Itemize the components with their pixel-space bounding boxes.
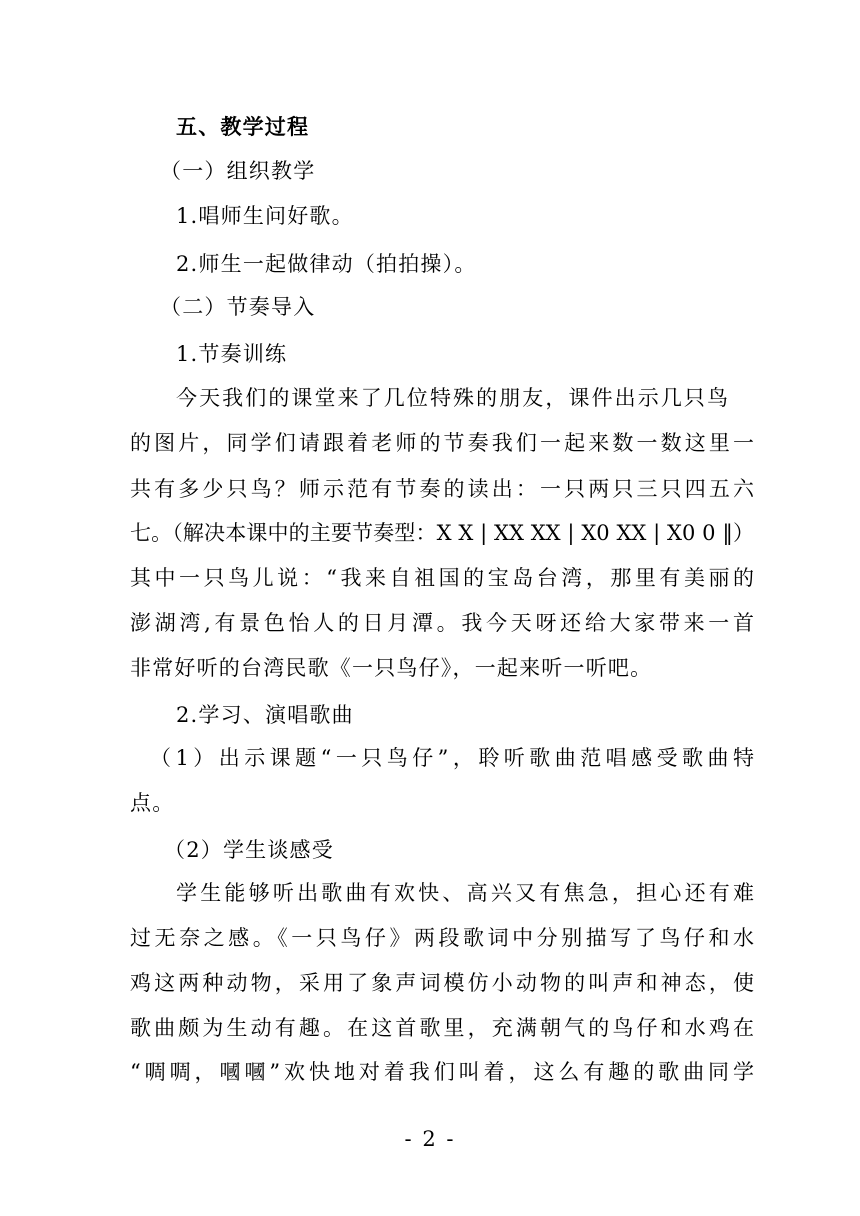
paragraph-line: 过无奈之感。《一只鸟仔》两段歌词中分别描写了鸟仔和水 xyxy=(130,926,754,950)
paragraph-line: 鸡这两种动物，采用了象声词模仿小动物的叫声和神态，使 xyxy=(130,971,754,995)
paragraph-line: 其中一只鸟儿说：“我来自祖国的宝岛台湾，那里有美丽的 xyxy=(130,566,754,590)
paragraph-line: 的图片，同学们请跟着老师的节奏我们一起来数一数这里一 xyxy=(130,431,754,455)
paragraph-line: （1）出示课题“一只鸟仔”，聆听歌曲范唱感受歌曲特 xyxy=(150,746,754,770)
section-heading: 五、教学过程 xyxy=(176,115,310,139)
paragraph-line: 共有多少只鸟？师示范有节奏的读出：一只两只三只四五六 xyxy=(130,477,754,501)
paragraph-line: 今天我们的课堂来了几位特殊的朋友，课件出示几只鸟 xyxy=(176,386,728,410)
list-item: 2.学习、演唱歌曲 xyxy=(176,703,354,727)
paragraph-line: 学生能够听出歌曲有欢快、高兴又有焦急，担心还有难 xyxy=(176,881,754,905)
paragraph-line: 歌曲颇为生动有趣。在这首歌里，充满朝气的鸟仔和水鸡在 xyxy=(130,1016,754,1040)
list-item: （2）学生谈感受 xyxy=(164,838,334,862)
subsection-title: （二）节奏导入 xyxy=(160,295,316,319)
paragraph-line: “啁啁，嘓嘓”欢快地对着我们叫着，这么有趣的歌曲同学 xyxy=(130,1060,754,1084)
paragraph-line: 点。 xyxy=(130,791,175,815)
list-item: 1.节奏训练 xyxy=(176,342,288,366)
paragraph-line: 非常好听的台湾民歌《一只鸟仔》，一起来听一听吧。 xyxy=(130,656,653,680)
paragraph-line: 七。（解决本课中的主要节奏型：X X | XX XX | X0 XX | X0 0 ‖） xyxy=(130,521,754,545)
subsection-title: （一）组织教学 xyxy=(160,159,316,183)
list-item: 1.唱师生问好歌。 xyxy=(176,204,354,228)
paragraph-line: 澎湖湾,有景色怡人的日月潭。我今天呀还给大家带来一首 xyxy=(130,611,754,635)
page-number: - 2 - xyxy=(404,1127,456,1151)
list-item: 2.师生一起做律动（拍拍操）。 xyxy=(176,252,477,276)
